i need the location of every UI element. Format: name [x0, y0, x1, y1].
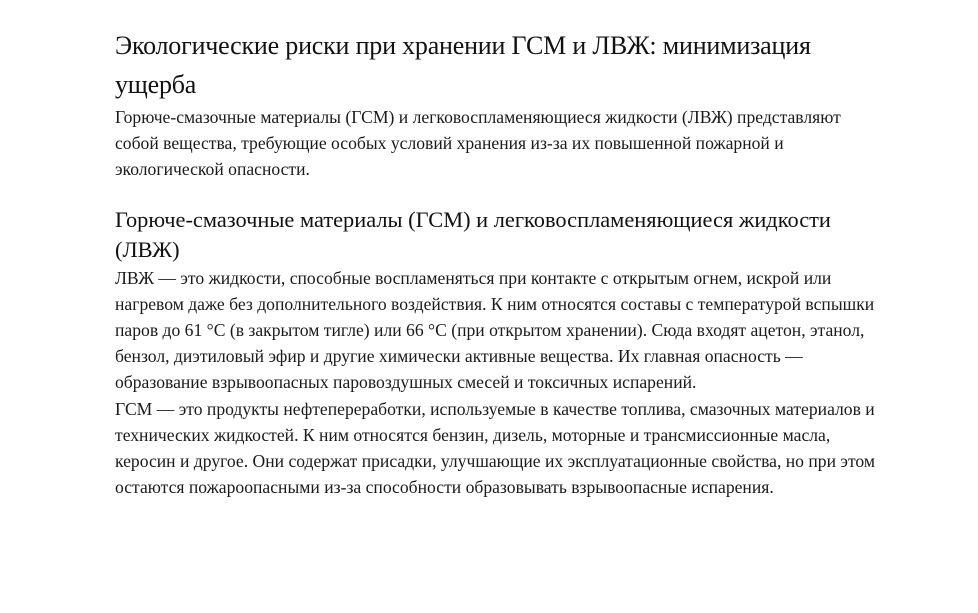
- article: [115, 0, 875, 500]
- paragraph-gsm-definition: ГСМ — это продукты нефтепереработки, используемые в качестве топлива, смазочных материалов и технических жидкостей. К ним относятся бензин, дизель, моторные и трансмиссионные масла, керосин и другое. Они содержат присадки, улучшающие их эксплуатационные свойства, но при этом остаются пожароопасными из-за способности образовывать взрывоопасные испарения.: [115, 398, 876, 498]
- page-title: Экологические риски при хранении ГСМ и ЛВЖ: минимизация ущерба: [115, 31, 811, 99]
- section-gsm-lvzh: [115, 205, 875, 501]
- section-heading: Горюче-смазочные материалы (ГСМ) и легковоспламеняющиеся жидкости (ЛВЖ): [115, 206, 831, 262]
- paragraph-lvzh-definition: ЛВЖ — это жидкости, способные воспламеняться при контакте с открытым огнем, искрой или нагревом даже без дополнительного воздействия. К ним относятся составы с температурой вспышки паров до 61 °C (в закрытом тигле) или 66 °C (при открытом хранении). Сюда входят ацетон, этанол, бензол, диэтиловый эфир и другие химически активные вещества. Их главная опасность — образование взрывоопасных паровоздушных смесей и токсичных испарений.: [115, 267, 875, 393]
- intro-paragraph: Горюче-смазочные материалы (ГСМ) и легковоспламеняющиеся жидкости (ЛВЖ) представляют собой вещества, требующие особых условий хранения из-за их повышенной пожарной и экологической опасности.: [115, 107, 841, 180]
